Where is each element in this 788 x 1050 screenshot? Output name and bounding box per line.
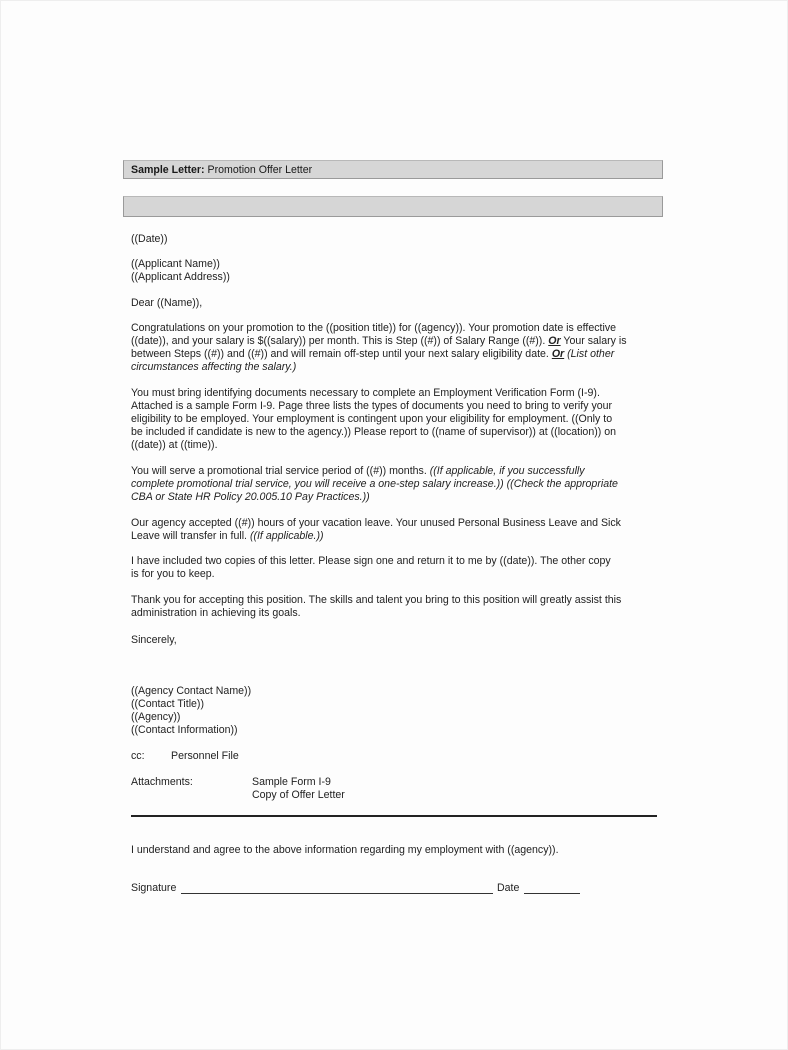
text-segment: Sincerely, — [131, 634, 177, 646]
text-segment: ((Agency Contact Name)) — [131, 685, 252, 697]
text-segment: is for you to keep. — [131, 568, 215, 580]
text-segment: ((Contact Title)) — [131, 698, 204, 710]
text-segment: I have included two copies of this letter. Please sign one and return it to me by ((date)). The other copy — [131, 555, 611, 567]
paragraph — [131, 297, 202, 310]
paragraph — [131, 685, 251, 737]
text-line — [131, 361, 627, 374]
header-label: Promotion Offer Letter — [207, 164, 313, 176]
text-line — [131, 400, 616, 413]
attachment-item: Sample Form I-9 — [252, 776, 331, 788]
text-segment: Dear ((Name)), — [131, 297, 203, 309]
text-line — [131, 233, 168, 246]
date-line[interactable] — [524, 883, 580, 894]
text-line — [131, 698, 251, 711]
text-line — [131, 439, 616, 452]
text-line — [131, 465, 618, 478]
text-segment: ((Date)) — [131, 233, 168, 245]
text-segment: ((If applicable.)) — [249, 530, 324, 542]
text-segment: You will serve a promotional trial service period of ((#)) months. — [131, 465, 430, 477]
text-segment: complete promotional trial service, you will receive a one-step salary increase.)) ((Check the appropriate — [131, 478, 618, 490]
text-segment: (List other — [564, 348, 615, 360]
text-segment: ((Applicant Name)) — [131, 258, 220, 270]
emphasis-or: Or — [548, 335, 561, 347]
text-line — [131, 322, 627, 335]
text-line — [131, 711, 251, 724]
text-line — [131, 555, 611, 568]
text-line — [131, 426, 616, 439]
paragraph — [131, 465, 618, 504]
header-title — [131, 164, 312, 176]
text-line — [131, 478, 618, 491]
text-segment: be included if candidate is new to the agency.)) Please report to ((name of supervisor)) at ((location)) on — [131, 426, 616, 438]
text-line — [131, 517, 621, 530]
text-line — [131, 568, 611, 581]
date-label: Date — [497, 882, 520, 894]
attachment-item: Copy of Offer Letter — [252, 789, 345, 801]
header-label-bold: Sample Letter: — [131, 164, 205, 176]
text-segment: Our agency accepted ((#)) hours of your vacation leave. Your unused Personal Business Leave and Sick — [131, 517, 621, 529]
text-segment: eligibility to be employed. Your employment is contingent upon your eligibility for employment. ((Only to — [131, 413, 613, 425]
text-line — [131, 387, 616, 400]
paragraph — [131, 387, 616, 452]
paragraph — [131, 634, 177, 647]
emphasis-or: Or — [551, 348, 565, 360]
text-line — [131, 335, 627, 348]
text-line — [131, 297, 202, 310]
paragraph — [131, 594, 621, 620]
cc-value: Personnel File — [171, 750, 239, 762]
text-line — [131, 594, 621, 607]
divider — [131, 815, 657, 817]
text-line — [131, 530, 621, 543]
empty-header-bar — [123, 196, 663, 217]
text-segment: You must bring identifying documents necessary to complete an Employment Verification Form (I-9). — [131, 387, 600, 399]
text-segment: ((date)), and your salary is $((salary)) per month. This is Step ((#)) of Salary Range ((#)). — [131, 335, 549, 347]
text-line — [131, 685, 251, 698]
text-segment: ((Applicant Address)) — [131, 271, 230, 283]
text-segment: between Steps ((#)) and ((#)) and will remain off-step until your next salary eligibility date. — [131, 348, 552, 360]
text-line — [131, 348, 627, 361]
paragraph — [131, 517, 621, 543]
header-bar — [123, 160, 663, 179]
cc-label: cc: — [131, 750, 145, 762]
text-segment: Attached is a sample Form I-9. Page three lists the types of documents you need to bring to verify your — [131, 400, 613, 412]
signature-line[interactable] — [181, 883, 493, 894]
paragraph — [131, 258, 230, 284]
text-segment: ((If applicable, if you successfully — [429, 465, 585, 477]
text-segment: Thank you for accepting this position. The skills and talent you bring to this position will greatly assist this — [131, 594, 622, 606]
text-segment: Congratulations on your promotion to the ((position title)) for ((agency)). Your promotion date is effective — [131, 322, 617, 334]
text-line — [131, 724, 251, 737]
text-segment: ((Agency)) — [131, 711, 181, 723]
text-segment: ((Contact Information)) — [131, 724, 238, 736]
text-line — [131, 634, 177, 647]
text-line — [131, 607, 621, 620]
text-line — [131, 258, 230, 271]
paragraph — [131, 555, 611, 581]
text-segment: ((date)) at ((time)). — [131, 439, 218, 451]
text-segment: Your salary is — [560, 335, 627, 347]
text-segment: CBA or State HR Policy 20.005.10 Pay Practices.)) — [131, 491, 370, 503]
text-line — [131, 491, 618, 504]
paragraph — [131, 233, 168, 246]
paragraph — [131, 322, 627, 374]
text-segment: administration in achieving its goals. — [131, 607, 301, 619]
text-line — [131, 413, 616, 426]
signature-label: Signature — [131, 882, 177, 894]
text-line — [131, 271, 230, 284]
attachments-label: Attachments: — [131, 776, 193, 788]
text-segment: circumstances affecting the salary.) — [131, 361, 297, 373]
acknowledgement-text: I understand and agree to the above information regarding my employment with ((agency)). — [131, 844, 559, 856]
text-segment: Leave will transfer in full. — [131, 530, 250, 542]
